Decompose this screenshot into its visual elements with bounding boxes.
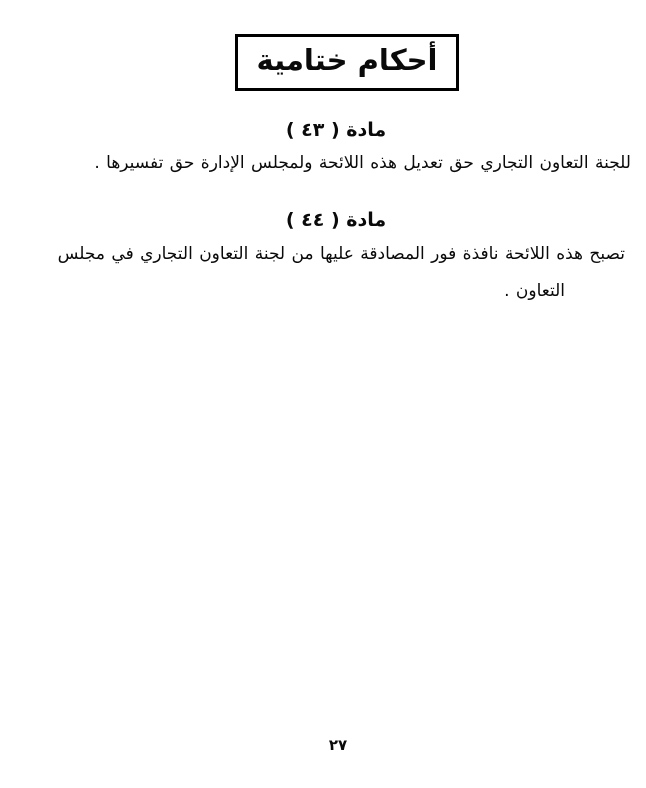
title-box [235,34,459,91]
page-title: أحكام ختامية [256,43,438,77]
article-43-body: للجنة التعاون التجاري حق تعديل هذه اللائحة ولمجلس الإدارة حق تفسيرها . [94,153,631,173]
article-44-body-line-1: تصبح هذه اللائحة نافذة فور المصادقة عليها من لجنة التعاون التجاري في مجلس [57,244,625,264]
page-number: ٢٧ [328,736,348,754]
article-44-body-line-2: التعاون . [504,281,565,301]
article-44-heading: مادة ( ٤٤ ) [285,209,387,231]
article-43-heading: مادة ( ٤٣ ) [285,119,387,141]
